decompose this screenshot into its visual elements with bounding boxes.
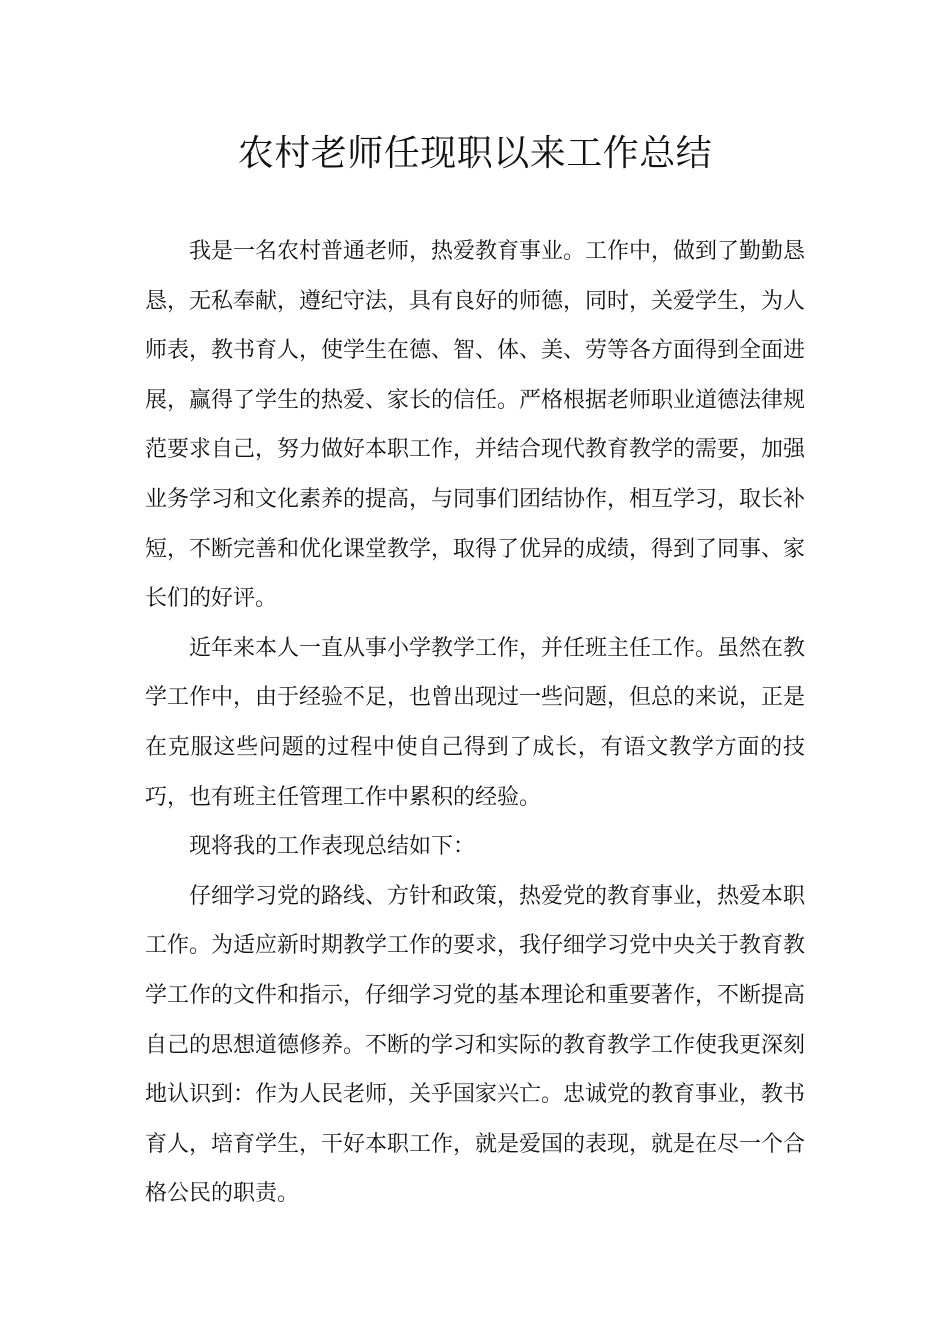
document-body xyxy=(145,227,805,1219)
paragraph-2: 近年来本人一直从事小学教学工作，并任班主任工作。虽然在教学工作中，由于经验不足，也曾出现过一些问题，但总的来说，正是在克服这些问题的过程中使自己得到了成长，有语文教学方面的技巧，也有班主任管理工作中累积的经验。 xyxy=(145,635,806,810)
paragraph-4: 仔细学习党的路线、方针和政策，热爱党的教育事业，热爱本职工作。为适应新时期教学工作的要求，我仔细学习党中央关于教育教学工作的文件和指示，仔细学习党的基本理论和重要著作，不断提高自己的思想道德修养。不断的学习和实际的教育教学工作使我更深刻地认识到：作为人民老师，关乎国家兴亡。忠诚党的教育事业，教书育人，培育学生，干好本职工作，就是爱国的表现，就是在尽一个合格公民的职责。 xyxy=(145,883,806,1207)
document-title: 农村老师任现职以来工作总结 xyxy=(237,133,713,174)
paragraph-1: 我是一名农村普通老师，热爱教育事业。工作中，做到了勤勤恳恳，无私奉献，遵纪守法，具有良好的师德，同时，关爱学生，为人师表，教书育人，使学生在德、智、体、美、劳等各方面得到全面进展，赢得了学生的热爱、家长的信任。严格根据老师职业道德法律规范要求自己，努力做好本职工作，并结合现代教育教学的需要，加强业务学习和文化素养的提高，与同事们团结协作，相互学习，取长补短，不断完善和优化课堂教学，取得了优异的成绩，得到了同事、家长们的好评。 xyxy=(145,239,806,612)
paragraph-3: 现将我的工作表现总结如下： xyxy=(189,834,476,860)
